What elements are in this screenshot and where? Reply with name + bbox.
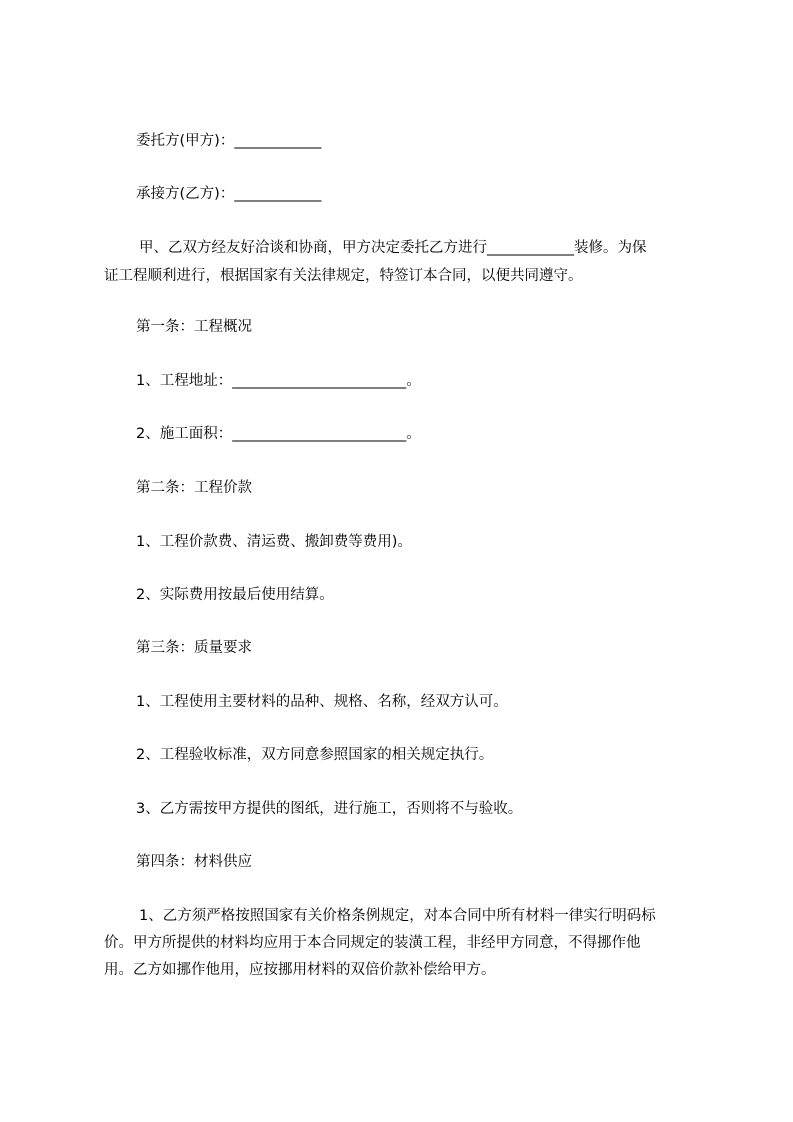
preamble-line-1: 甲、乙双方经友好洽谈和协商，甲方决定委托乙方进行____________装修。为保: [139, 240, 647, 256]
article-4-para-line-3: 用。乙方如挪作他用，应按挪用材料的双倍价款补偿给甲方。: [104, 962, 496, 978]
party-b-line: 承接方(乙方)：____________: [136, 186, 322, 202]
preamble-line-2: 证工程顺利进行，根据国家有关法律规定，特签订本合同，以便共同遵守。: [104, 268, 583, 284]
article-2-title: 第二条：工程价款: [136, 480, 252, 496]
article-4-para-line-1: 1、乙方须严格按照国家有关价格条例规定，对本合同中所有材料一律实行明码标: [139, 908, 656, 924]
article-3-item-1: 1、工程使用主要材料的品种、规格、名称，经双方认可。: [136, 694, 508, 710]
party-a-line: 委托方(甲方)：____________: [136, 133, 322, 149]
article-1-title: 第一条：工程概况: [136, 319, 252, 335]
article-3-item-3: 3、乙方需按甲方提供的图纸，进行施工，否则将不与验收。: [136, 801, 523, 817]
article-2-item-2: 2、实际费用按最后使用结算。: [136, 587, 334, 603]
article-1-item-1: 1、工程地址：________________________。: [136, 373, 421, 389]
article-2-item-1: 1、工程价款费、清运费、搬卸费等费用)。: [136, 534, 412, 550]
article-3-title: 第三条：质量要求: [136, 640, 252, 656]
article-4-title: 第四条：材料供应: [136, 854, 252, 870]
article-1-item-2: 2、施工面积：________________________。: [136, 426, 421, 442]
article-3-item-2: 2、工程验收标准，双方同意参照国家的相关规定执行。: [136, 747, 494, 763]
article-4-para-line-2: 价。甲方所提供的材料均应用于本合同规定的装潢工程，非经甲方同意，不得挪作他: [104, 935, 641, 951]
